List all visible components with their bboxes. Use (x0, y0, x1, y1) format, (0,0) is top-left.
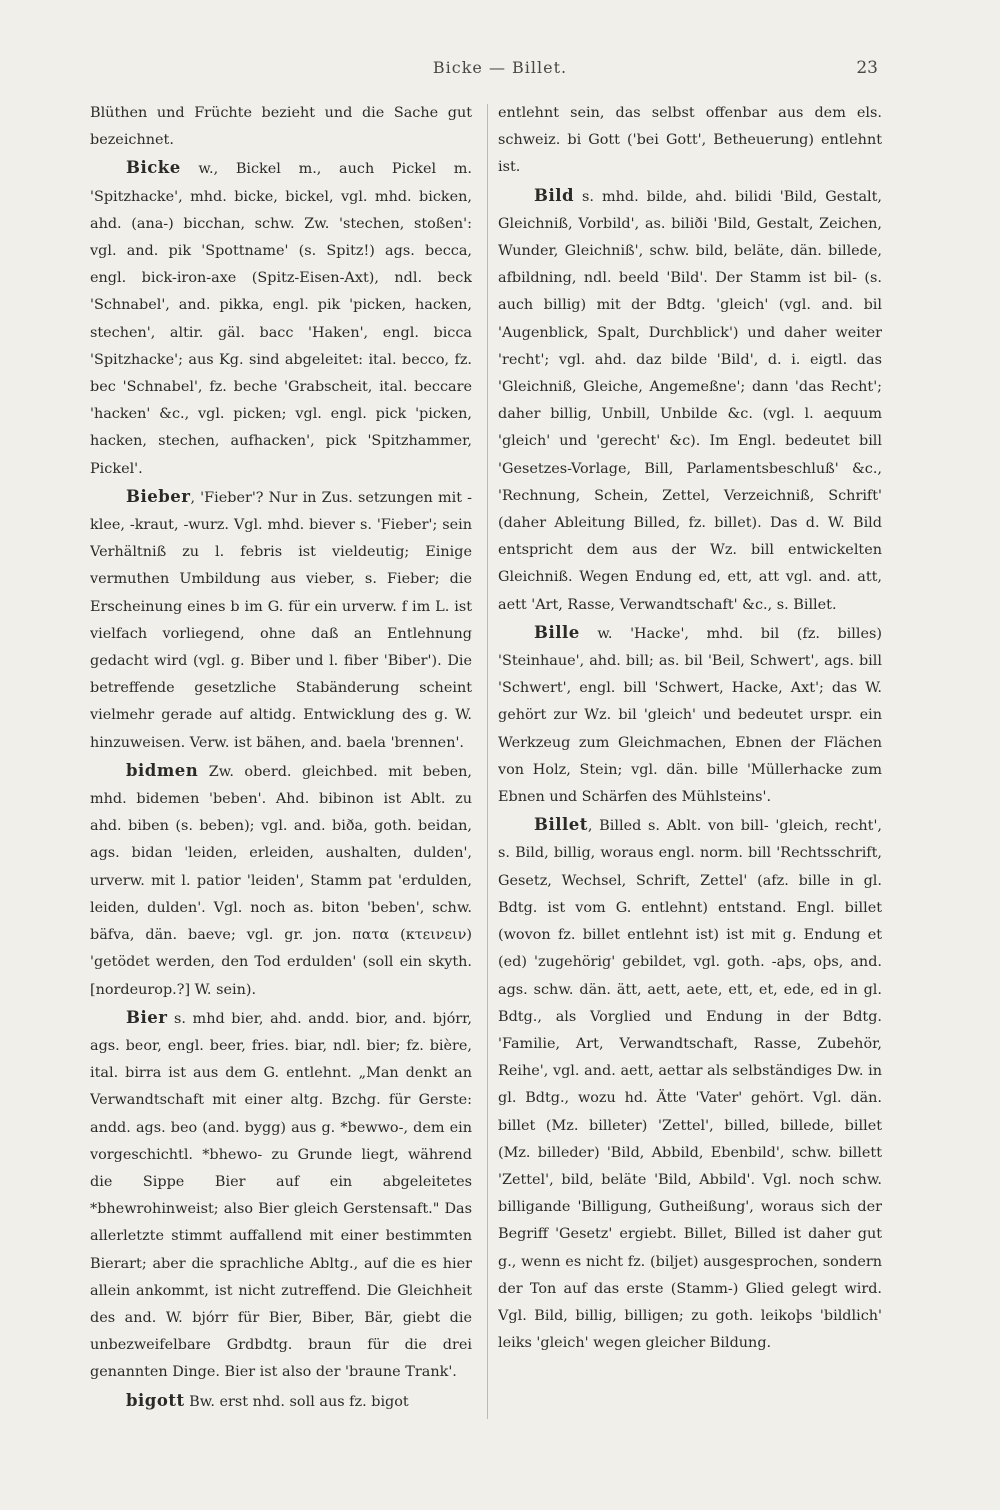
entry-text: , 'Fieber'? Nur in Zus. setzungen mit -klee, -kraut, -wurz. Vgl. mhd. biever s. 'Fieber'; sein Verhältniß zu l. febris ist vieldeutig; Einige vermuthen Umbildung aus vieber, s. Fieber; die Erscheinung eines b im G. für ein urverw. f im L. ist vielfach vorliegend, ohne daß an Entlehnung gedacht wird (vgl. g. Biber und l. fiber 'Biber'). Die betreffende gesetzliche Stabänderung scheint vielmehr gerade auf altidg. Entwicklung des g. W. hinzuweisen. Verw. ist bähen, and. baela 'brennen'. (90, 489, 472, 751)
entry-text: entlehnt sein, das selbst offenbar aus dem els. schweiz. bi Gott ('bei Gott', Betheuerung) entlehnt ist. (498, 105, 882, 176)
entry-text: Zw. oberd. gleichbed. mit beben, mhd. bidemen 'beben'. Ahd. bibinon ist Ablt. zu ahd. biben (s. beben); vgl. and. biða, goth. beidan, ags. bidan 'leiden, erleiden, aushalten, dulden', urverw. mit l. patior 'leiden', Stamm pat 'erdulden, leiden, dulden'. Vgl. noch as. biton 'beben', schw. bäfva, dän. baeve; vgl. gr. jon. πατα (κτεινειν) 'getödet werden, den Tod erdulden' (soll ein skyth. [nordeurop.?] W. sein). (90, 763, 472, 998)
entry-lemma: Bild (534, 185, 575, 205)
entry-text: s. mhd bier, ahd. andd. bior, and. bjórr, ags. beor, engl. beer, fries. biar, ndl. bier; fz. bière, ital. birra ist aus dem G. entlehnt. „Man denkt an Verwandtschaft mit einer altg. Bzchg. für Gerste: andd. ags. beo (and. bygg) aus g. *bewwo-, dem ein vorgeschichtl. *bhewo- zu Grunde liegt, während die Sippe Bier auf ein abgeleitetes *bhewrohinweist; also Bier gleich Gerstensaft." Das allerletzte stimmt auffallend mit einer bestimmten Bierart; aber die sprachliche Abltg., auf die es hier allein ankommt, ist nicht zutreffend. Die Gleichheit des and. W. bjórr für Bier, Biber, Bär, giebt die unbezweifelbare Grdbdtg. braun für die drei genannten Dinge. Bier ist also der 'braune Trank'. (90, 1010, 472, 1381)
entry-lemma: Bieber (126, 486, 191, 506)
entry-text: Bw. erst nhd. soll aus fz. bigot (184, 1393, 409, 1410)
entry-bier (90, 1004, 472, 1387)
entry-bidmen (90, 757, 472, 1004)
right-column (498, 100, 882, 1480)
running-head (0, 58, 1000, 84)
entry-lemma: bigott (126, 1390, 185, 1410)
entry-lemma: Bier (126, 1007, 168, 1027)
entry-text: Blüthen und Früchte bezieht und die Sache gut bezeichnet. (90, 105, 472, 149)
entry-bild (498, 182, 882, 619)
page-number: 23 (856, 58, 878, 78)
entry-bicke (90, 154, 472, 482)
entry-continuation (90, 100, 472, 154)
entry-lemma: Bille (534, 622, 580, 642)
entry-text: w., Bickel m., auch Pickel m. 'Spitzhacke', mhd. bicke, bickel, vgl. mhd. bicken, ahd. (ana-) bicchan, schw. Zw. 'stechen, stoßen': vgl. and. pik 'Spottname' (s. Spitz!) ags. becca, engl. bick-iron-axe (Spitz-Eisen-Axt), ndl. beck 'Schnabel', and. pikka, engl. pik 'picken, hacken, stechen', altir. gäl. bacc 'Haken', engl. bicca 'Spitzhacke'; aus Kg. sind abgeleitet: ital. becco, fz. bec 'Schnabel', fz. beche 'Grabscheit, ital. beccare 'hacken' &c., vgl. picken; vgl. engl. pick 'picken, hacken, stechen, aufhacken', pick 'Spitzhammer, Pickel'. (90, 161, 472, 477)
entry-text: s. mhd. bilde, ahd. bilidi 'Bild, Gestalt, Gleichniß, Vorbild', as. biliði 'Bild, Gestalt, Zeichen, Wunder, Gleichniß', schw. bild, beläte, dän. billede, afbildning, ndl. beeld 'Bild'. Der Stamm ist bil- (s. auch billig) mit der Bdtg. 'gleich' (vgl. and. bil 'Augenblick, Spalt, Durchblick') und daher weiter 'recht'; vgl. ahd. daz bilde 'Bild', d. i. eigtl. das 'Gleichniß, Gleiche, Angemeßne'; dann 'das Recht'; daher billig, Unbill, Unbilde &c. (vgl. l. aequum 'gleich' und 'gerecht' &c). Im Engl. bedeutet bill 'Gesetzes-Vorlage, Bill, Parlamentsbeschluß' &c., 'Rechnung, Schein, Zettel, Verzeichniß, Schrift' (daher Ableitung Billed, fz. billet). Das d. W. Bild entspricht dem aus der Wz. bill entwickelten Gleichniß. Wegen Endung ed, ett, att vgl. and. att, aett 'Art, Rasse, Verwandtschaft' &c., s. Billet. (498, 188, 882, 613)
entry-lemma: Billet (534, 815, 588, 835)
entry-billet (498, 811, 882, 1357)
column-divider (487, 104, 488, 1419)
entry-lemma: bidmen (126, 760, 199, 780)
entry-bigott (90, 1387, 472, 1416)
entry-text: w. 'Hacke', mhd. bil (fz. billes) 'Steinhaue', ahd. bill; as. bil 'Beil, Schwert', ags. bill 'Schwert', engl. bill 'Schwert, Hacke, Axt'; das W. gehört zur Wz. bil 'gleich' und bedeutet urspr. ein Werkzeug zum Gleichmachen, Ebnen der Flächen von Holz, Stein; vgl. dän. bille 'Müllerhacke zum Ebnen und Schärfen des Mühlsteins'. (498, 625, 882, 806)
entry-continuation (498, 100, 882, 182)
entry-lemma: Bicke (126, 158, 181, 178)
entry-text: , Billed s. Ablt. von bill- 'gleich, recht', s. Bild, billig, woraus engl. norm. bill 'Rechtsschrift, Gesetz, Wechsel, Schrift, Zettel' (afz. bille in gl. Bdtg. ist vom G. entlehnt) entstand. Engl. billet (wovon fz. billet entlehnt ist) ist mit g. Endung et (ed) 'zugehörig' gebildet, vgl. goth. -aþs, oþs, and. ags. schw. dän. ätt, aett, aete, ett, et, ede, ed in gl. Bdtg., als Vorglied und Endung in der Bdtg. 'Familie, Art, Verwandtschaft, Rasse, Zubehör, Reihe', vgl. and. aett, aettar als selbständiges Dw. in gl. Bdtg., wozu hd. Ätte 'Vater' gehört. Vgl. dän. billet (Mz. billeter) 'Zettel', billed, billede, billet (Mz. billeder) 'Bild, Abbild, Ebenbild', schw. billett 'Zettel', bild, beläte 'Bild, Abbild'. Vgl. noch schw. billigande 'Billigung, Gutheißung', woraus sich der Begriff 'Gesetz' ergiebt. Billet, Billed ist daher gut g., wenn es nicht fz. (biljet) ausgesprochen, sondern der Ton auf das erste (Stamm-) Glied gelegt wird. Vgl. Bild, billig, billigen; zu goth. leikoþs 'bildlich' leiks 'gleich' wegen gleicher Bildung. (498, 818, 882, 1352)
left-column (90, 100, 472, 1480)
running-title: Bicke — Billet. (432, 58, 568, 77)
entry-bieber (90, 483, 472, 757)
entry-bille (498, 619, 882, 811)
